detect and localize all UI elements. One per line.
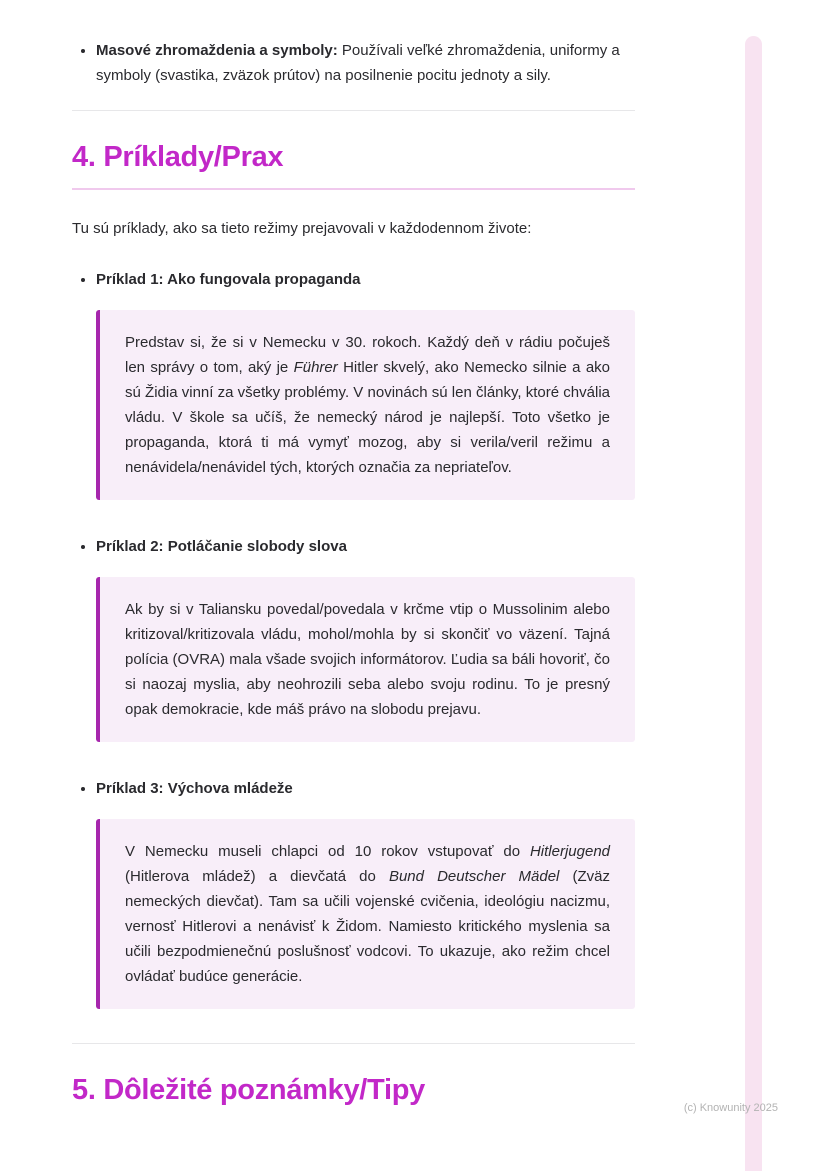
example-2-label: Príklad 2: Potláčanie slobody slova bbox=[96, 538, 347, 555]
callout-segment: Predstav si, že si v Nemecku v 30. rokoch. Každý deň v rádiu počuješ len správy o tom, aký je bbox=[125, 334, 610, 376]
section-divider bbox=[72, 110, 635, 111]
bullet-list bbox=[72, 38, 635, 88]
list-item-bold-text: Masové zhromaždenia a symboly: bbox=[96, 42, 338, 59]
callout-segment: V Nemecku museli chlapci od 10 rokov vstupovať do bbox=[125, 843, 530, 860]
list-item-text: Používali veľké zhromaždenia, uniformy a symboly (svastika, zväzok prútov) na posilnenie pocitu jednoty a sily. bbox=[96, 42, 620, 84]
example-3-callout-text bbox=[125, 839, 610, 989]
example-3-label: Príklad 3: Výchova mládeže bbox=[96, 780, 293, 797]
example-1-label: Príklad 1: Ako fungovala propaganda bbox=[96, 271, 361, 288]
page-edge-strip bbox=[745, 36, 762, 1171]
section-divider bbox=[72, 1043, 635, 1044]
section-4-title: 4. Príklady/Prax bbox=[72, 141, 284, 173]
callout-segment: (Zväz nemeckých dievčat). Tam sa učili vojenské cvičenia, ideológiu nacizmu, vernosť Hitlerovi a nenávisť k Židom. Namiesto kritického myslenia sa učili bezpodmienečnú poslušnosť vodcovi. To ukazuje, ako režim chcel ovládať budúce generácie. bbox=[125, 868, 610, 985]
list-item bbox=[96, 38, 635, 88]
callout-segment: Ak by si v Taliansku povedal/povedala v krčme vtip o Mussolinim alebo kritizoval/kritizovala vládu, mohol/mohla by si skončiť vo väzení. Tajná polícia (OVRA) mala všade svojich informátorov. Ľudia sa báli hovoriť, čo si naozaj myslia, aby neohrozili seba alebo svoju rodinu. To je presný opak demokracie, kde máš právo na slobodu prejavu. bbox=[125, 601, 610, 718]
callout-segment-italic: Führer bbox=[293, 359, 338, 376]
example-item-2 bbox=[96, 534, 635, 742]
example-3-callout bbox=[96, 819, 635, 1009]
copyright-note: (c) Knowunity 2025 bbox=[683, 1102, 778, 1114]
section-5-title: 5. Dôležité poznámky/Tipy bbox=[72, 1074, 425, 1106]
callout-segment: Hitler skvelý, ako Nemecko silnie a ako sú Židia vinní za všetky problémy. V novinách sú len články, ktoré chvália vládu. V škole sa učíš, že nemecký národ je najlepší. Toto všetko je propaganda, ktorá ti má vymyť mozog, aby si verila/veril režimu a nenávidela/nenávidel tých, ktorých označia za nepriateľov. bbox=[125, 359, 611, 476]
section-4-intro: Tu sú príklady, ako sa tieto režimy prejavovali v každodennom živote: bbox=[72, 220, 532, 237]
example-2-callout-text bbox=[125, 597, 610, 722]
callout-segment-italic: Hitlerjugend bbox=[529, 843, 610, 860]
example-1-callout-text bbox=[125, 330, 610, 480]
section-4-title-underline bbox=[72, 188, 635, 190]
callout-segment: (Hitlerova mládež) a dievčatá do bbox=[125, 868, 389, 885]
example-item-3 bbox=[96, 776, 635, 1009]
example-2-callout bbox=[96, 577, 635, 742]
example-item-1 bbox=[96, 267, 635, 500]
examples-list bbox=[72, 267, 635, 1009]
example-1-callout bbox=[96, 310, 635, 500]
callout-segment-italic: Bund Deutscher Mädel bbox=[388, 868, 560, 885]
document-page bbox=[72, 0, 635, 1107]
